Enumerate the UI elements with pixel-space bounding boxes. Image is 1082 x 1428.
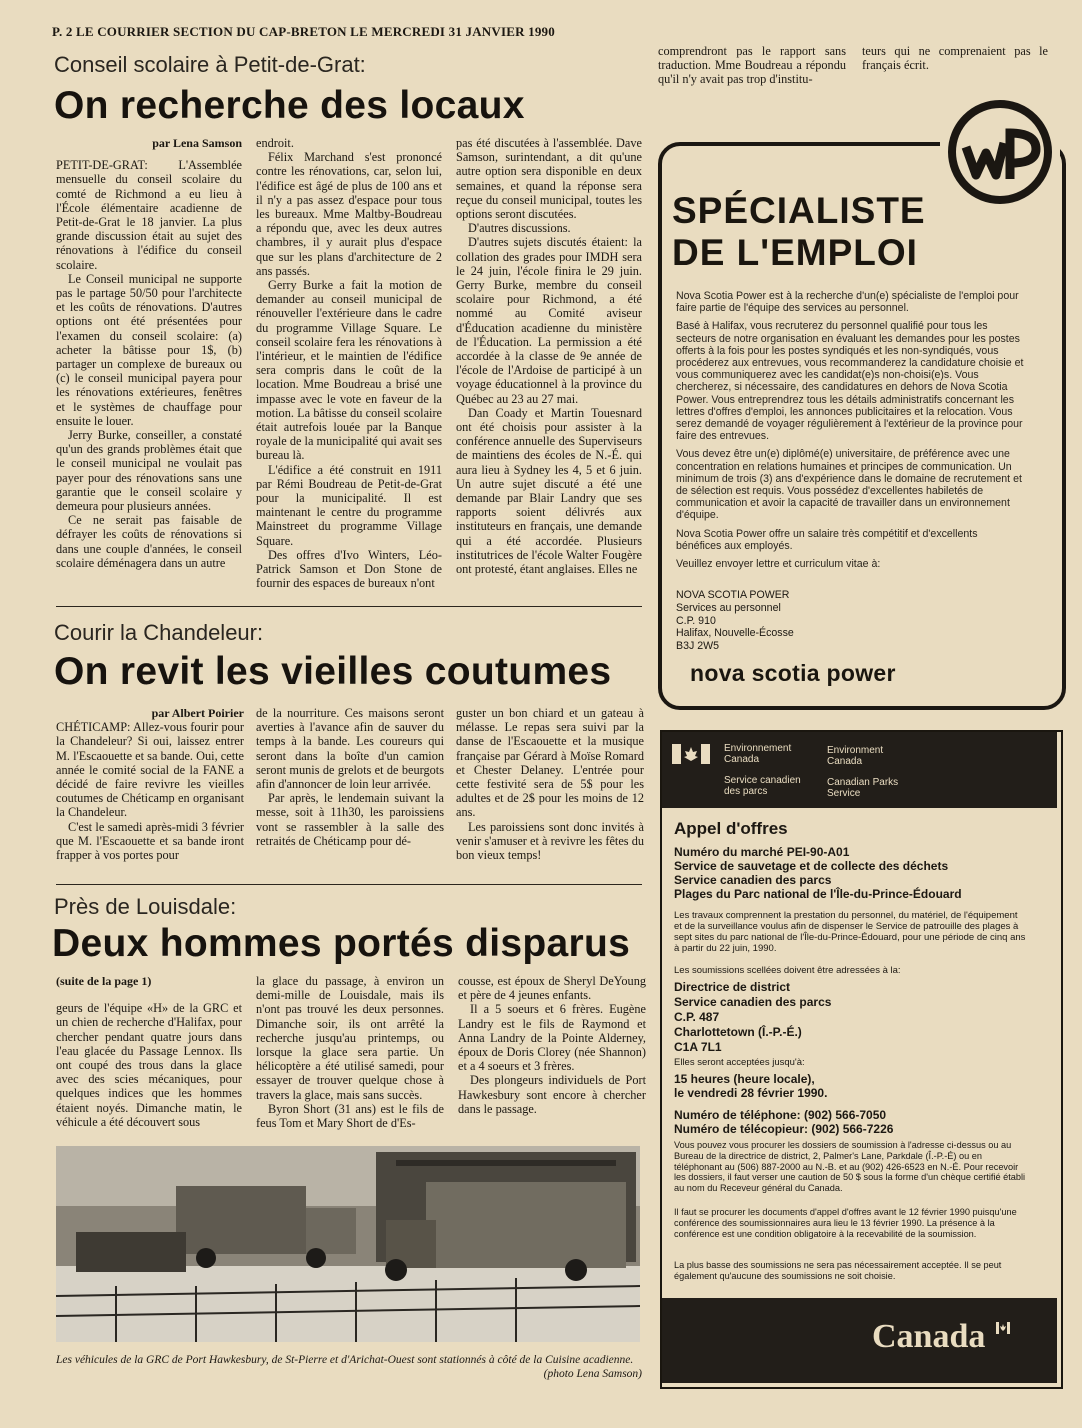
address-line: C1A 7L1 [674,1040,722,1054]
contract-line: Plages du Parc national de l'Île-du-Prince-Édouard [674,887,962,901]
tender-disclaimer: La plus basse des soumissions ne sera pas nécessairement acceptée. Il se peut également qu'aucune des soumissions ne soit choisie. [674,1260,1002,1281]
nsp-logo-icon [940,97,1060,207]
tender-deadline [674,1072,827,1100]
nsp-wordmark: nova scotia power [690,660,896,686]
gov-text: Service canadien [724,775,801,786]
contract-line: Service canadien des parcs [674,873,832,887]
deadline-line: 15 heures (heure locale), [674,1072,815,1086]
article1-kicker: Conseil scolaire à Petit-de-Grat: [54,52,366,77]
address-line: Services au personnel [676,601,781,614]
paragraph: Byron Short (31 ans) est le fils de feus Tom et Mary Short de d'Es- [256,1101,444,1131]
paragraph: geurs de l'équipe «H» de la GRC et un chien de recherche d'Halifax, pour chercher pendant quatre jours dans l'eau glacée du Passage Lennox. Ils ont coupé des trous dans la glace avec des scies mécaniques, pour quelques indices que les hommes étaient noyés. Dimanche matin, le véhicule a été découvert sous [56,1001,242,1129]
gov-text: Canadian Parks [827,777,899,788]
tender-documents: Vous pouvez vous procurer les dossiers de soumission à l'adresse ci-dessus ou au Bureau de la directrice de district, 2, Palmer's Lane, Parkdale (Î.-P.-É) ou en téléphonant au (506) 887-2000 au N.-B. et au (902) 426-6523 en N.-É. Pour recevoir les dossiers, il faut verser une caution de 50 $ sous la forme d'un chèque certifié établi au nom du Receveur général du Canada. [674,1140,1026,1194]
address-line: Halifax, Nouvelle-Écosse [676,627,794,640]
tender-address-intro: Les soumissions scellées doivent être adressées à la: [674,965,901,976]
paragraph: la glace du passage, à environ un demi-mille de Louisdale, mais ils n'ont pas trouvé les deux personnes. Dimanche soir, ils ont arrêté la recherche jusqu'au printemps, ou lorsque la glace sera partie. Un hélicoptère a été utilisé samedi, pour essayer de trouver quelque chose à travers la glace, mais sans succès. [256,974,444,1102]
canada-flag-icon [672,744,710,764]
news-photo-vehicles [56,1146,640,1342]
paragraph: Nova Scotia Power est à la recherche d'un(e) spécialiste de l'emploi pour faire partie de l'équipe des services au personnel. [676,290,1019,315]
article1-byline: par Lena Samson [152,136,242,150]
paragraph: cousse, est époux de Sheryl DeYoung et père de 4 jeunes enfants. [458,974,646,1003]
article3-col1 [56,974,242,1129]
title-line: DE L'EMPLOI [672,232,918,273]
gov-label-en [724,743,791,765]
paragraph: Des offres d'Ivo Winters, Léo-Patrick Samson et Don Stone de fournir des espaces de bureaux n'ont [256,547,442,591]
canada-wordmark-flag-icon [996,1322,1010,1334]
photo-caption [56,1354,642,1381]
tender-desc: Les travaux comprennent la prestation du personnel, du matériel, de l'équipement et de la surveillance voulus afin de dispenser le Service de patrouille des plages à sept sites du parc national de l'Île-du-Prince-Édouard, pour une période de cinq ans à partir du 22 juin, 1990. [674,910,1026,954]
gov-text: Service [827,788,861,799]
phone-number: Numéro de téléphone: (902) 566-7050 [674,1108,887,1122]
paragraph: L'édifice a été construit en 1911 par Rémi Boudreau de Petit-de-Grat pour la municipalité. Il est maintenant le centre du programme Mainstreet du programme Village Square. [256,462,442,548]
tender-conference: Il faut se procurer les documents d'appel d'offres avant le 12 février 1990 puisqu'une conférence des soumissionnaires aura lieu le 13 février 1990. La présence à la conférence est une condition obligatoire à la recevabilité de la soumission. [674,1207,1017,1239]
article1-col2 [256,136,442,591]
tender-contact [674,1108,893,1136]
paragraph: Il a 5 soeurs et 6 frères. Eugène Landry est le fils de Raymond et Anna Landry de la Pointe Alderney, époux de Doris Clorey (née Shannon) et a 4 soeurs et 3 frères. [458,1002,646,1074]
paragraph: Dan Coady et Martin Touesnard ont été choisis pour assister à la conférence annuelle des Superviseurs de maintiens des écoles de N.-É. qui aura lieu à Sydney les 4, 5 et 6 juin. Un autre sujet discuté a été une demande par Blair Landry que ses rapports soient délivrés aux instituteurs en français, une demande qui a été accordée. Plusieurs institutrices de l'école Walter Fougère ont protesté, étant anglaises. Elles ne [456,405,642,577]
job-ad-address [676,589,794,653]
canada-wordmark: Canada [872,1318,986,1355]
article2-col3 [456,706,644,862]
paragraph: Ce ne serait pas faisable de défrayer les coûts de rénovations si dans une couple d'années, le conseil scolaire déménagera dans un autre [56,513,242,570]
address-line: B3J 2W5 [676,640,719,653]
page-header: P. 2 LE COURRIER SECTION DU CAP-BRETON LE MERCREDI 31 JANVIER 1990 [52,24,555,39]
gov-text: Environment [827,745,884,756]
gov-label-fr [827,745,883,767]
paragraph: Les paroissiens sont donc invités à venir s'amuser et à revivre les fêtes du bon vieux temps! [456,819,644,863]
paragraph: Des plongeurs individuels de Port Hawkesbury sont encore à chercher dans le passage. [458,1073,646,1116]
gov-text: Environnement [724,743,792,754]
article1-col1 [56,136,242,570]
continued-note: (suite de la page 1) [56,974,152,988]
gov-text: Canada [724,754,760,765]
canada-wordmark-bar [662,1298,1057,1383]
parks-label-fr [724,775,801,797]
gov-text: des parcs [724,786,768,797]
article1-headline: On recherche des locaux [54,84,525,127]
article2-col2 [256,706,444,848]
address-line: Charlottetown (Î.-P.-É.) [674,1025,802,1039]
article3-col3 [458,974,646,1116]
paragraph: CHÉTICAMP: Allez-vous fourir pour la Chandeleur? Si oui, laissez entrer M. l'Escaouette et sa bande. Oui, cette année le comité social de la FANE a décidé de faire revivre les vieilles coutumes de Chéticamp en organisant la Chandeleur. [56,720,244,820]
paragraph: Veuillez envoyer lettre et curriculum vitae à: [676,558,881,571]
article3-headline: Deux hommes portés disparus [52,922,631,965]
divider [56,606,642,607]
continuation-col1: comprendront pas le rapport sans traduction. Mme Boudreau a répondu qu'il n'y avait pas trop d'institu- [658,44,846,87]
address-line: C.P. 910 [676,614,716,627]
paragraph: Félix Marchand s'est prononcé contre les rénovations, car, selon lui, l'édifice est âgé de plus de 100 ans et il n'y a pas assez d'espace pour tous les bureaux. Mme Maltby-Boudreau a répondu que, avec les deux autres chambres, il y aurait plus d'espace que sur les plans d'architecture de 2 ans passés. [256,150,442,278]
paragraph: D'autres discussions. [468,221,571,236]
address-line: C.P. 487 [674,1010,720,1024]
article3-kicker: Près de Louisdale: [54,894,237,919]
address-line: Directrice de district [674,980,791,994]
divider [56,884,642,885]
caption-text: Les véhicules de la GRC de Port Hawkesbury, de St-Pierre et d'Arichat-Ouest sont stationnés à côté de la Cuisine acadienne. [56,1354,634,1366]
contract-line: Numéro du marché PEI-90-A01 [674,845,850,859]
photo-credit: (photo Lena Samson) [543,1367,642,1380]
job-ad-title [672,190,926,274]
article3-col2 [256,974,444,1130]
tender-contract [674,845,1044,901]
job-ad-body [676,290,1024,576]
contract-line: Service de sauvetage et de collecte des déchets [674,859,949,873]
gov-text: Canada [827,756,863,767]
address-line: NOVA SCOTIA POWER [676,589,790,601]
paragraph: de la nourriture. Ces maisons seront averties à l'avance afin de sauver du temps à la bande. Les coureurs qui seront dans la boîte d'un camion seront munis de grelots et de beurgots afin d'annoncer de loin leur arrivée. [256,706,444,792]
paragraph: Basé à Halifax, vous recruterez du personnel qualifié pour tous les secteurs de notre organisation en évaluant les demandes pour les postes offerts à la fois pour les postes syndiqués et les non-syndiqués, vous procéderez aux entrevues, vous recommanderez la candidature choisie et vous communiquerez avec les candidat(e)s non-choisi(e)s. Vous chercherez, si nécessaire, des candidatures en dehors de Nova Scotia Power. Vous entreprendrez tous les détails administratifs concernant les lettres d'offres d'emploi, les annonces publicitaires et la relocation. Vous serez demandé de voyager régulièrement à l'extérieur de la province pour faire des entrevues. [676,320,1024,443]
article2-headline: On revit les vieilles coutumes [54,650,612,693]
continuation-col2: teurs qui ne comprenaient pas le français écrit. [862,44,1048,73]
paragraph: D'autres sujets discutés étaient: la collation des grades pour IMDH sera le 24 juin, l'école finira le 29 juin. Gerry Burke, membre du conseil scolaire pour Richmond, a été nommé au Comité aviseur d'Éducation acadienne du ministère de l'Éducation. La permission a été accordée à la classe de 9e année de l'école de l'Ardoise de participé à un voyage éducationnel à la province du Québec au 23 au 27 mai. [456,235,642,406]
article2-col1 [56,706,244,862]
deadline-line: le vendredi 28 février 1990. [674,1086,828,1100]
paragraph: PETIT-DE-GRAT: L'Assemblée mensuelle du conseil scolaire du comté de Richmond a eu lieu à l'École élémentaire acadienne de Petit-de-Grat le 18 janvier. La plus grande discussion était au sujet des rénovations à l'édifice du conseil scolaire. [56,158,242,272]
article1-col3 [456,136,642,576]
tender-address [674,980,831,1055]
paragraph: Le Conseil municipal ne supporte pas le partage 50/50 pour l'architecte et les coûts de rénovations. D'autres options ont été présentées pour l'examen du conseil scolaire: (a) acheter la bâtisse pour 1$, (b) partager un complexe de bureaux ou (c) le conseil municipal payera pour les rénovations extérieures, fenêtres et le systèmes de chauffage pour ensuite le louer. [56,271,242,428]
article2-byline: par Albert Poirier [151,706,244,720]
paragraph: Jerry Burke, conseiller, a constaté qu'un des grands problèmes était que le conseil municipal ne voulait pas payer pour des rénovations sans une garantie que le conseil scolaire y demeura pour plusieurs années. [56,428,242,514]
address-line: Service canadien des parcs [674,995,832,1009]
paragraph: C'est le samedi après-midi 3 février que M. l'Escaouette et sa bande iront frapper à vos portes pour [56,819,244,863]
fax-number: Numéro de télécopieur: (902) 566-7226 [674,1122,894,1136]
paragraph: pas été discutées à l'assemblée. Dave Samson, surintendant, a dit qu'une autre option sera disponible en deux semaines, et quand la réponse sera reçue du conseil municipal, toutes les options seront discutées. [456,136,642,222]
article2-kicker: Courir la Chandeleur: [54,620,264,645]
paragraph: Par après, le lendemain suivant la messe, soit à 11h30, les paroissiens vont se rassembler à la salle des retraités de Chéticamp pour dé- [256,791,444,848]
tender-deadline-intro: Elles seront acceptées jusqu'à: [674,1057,805,1068]
title-line: SPÉCIALISTE [672,190,926,231]
paragraph: guster un bon chiard et un gateau à mélasse. Le repas sera suivi par la danse de l'Escaouette et la musique française par Gérard à Moïse Romard et Chester Delaney. L'entrée pour cette festivité sera de 5$ pour les adultes et de 2$ pour les moins de 12 ans. [456,706,644,820]
paragraph: Nova Scotia Power offre un salaire très compétitif et d'excellents bénéfices aux employés. [676,527,978,552]
paragraph: Vous devez être un(e) diplômé(e) universitaire, de préférence avec une concentration en relations humaines et principes de communication. Un minimum de trois (3) ans d'expérience dans le domaine de recrutement et de sélection est requis. Vous possédez d'excellentes habiletés de communication et avoir la capacité de travailler dans un environnement d'équipe. [676,448,1022,522]
paragraph: endroit. [256,136,294,150]
parks-label-en [827,777,898,799]
tender-title: Appel d'offres [674,819,788,838]
paragraph: Gerry Burke a fait la motion de demander au conseil municipal de rénouveller l'extérieure dans le cadre du programme Village Square. Le conseil scolaire fera les rénovations à l'intérieur, et le maintien de l'édifice sera compris dans le coût de la location. Mme Boudreau a brisé une impasse avec le vote en faveur de la motion. La bâtisse du conseil scolaire était autrefois louée par la Banque royale de la municipalité qui avait ses bureau là. [256,278,442,463]
